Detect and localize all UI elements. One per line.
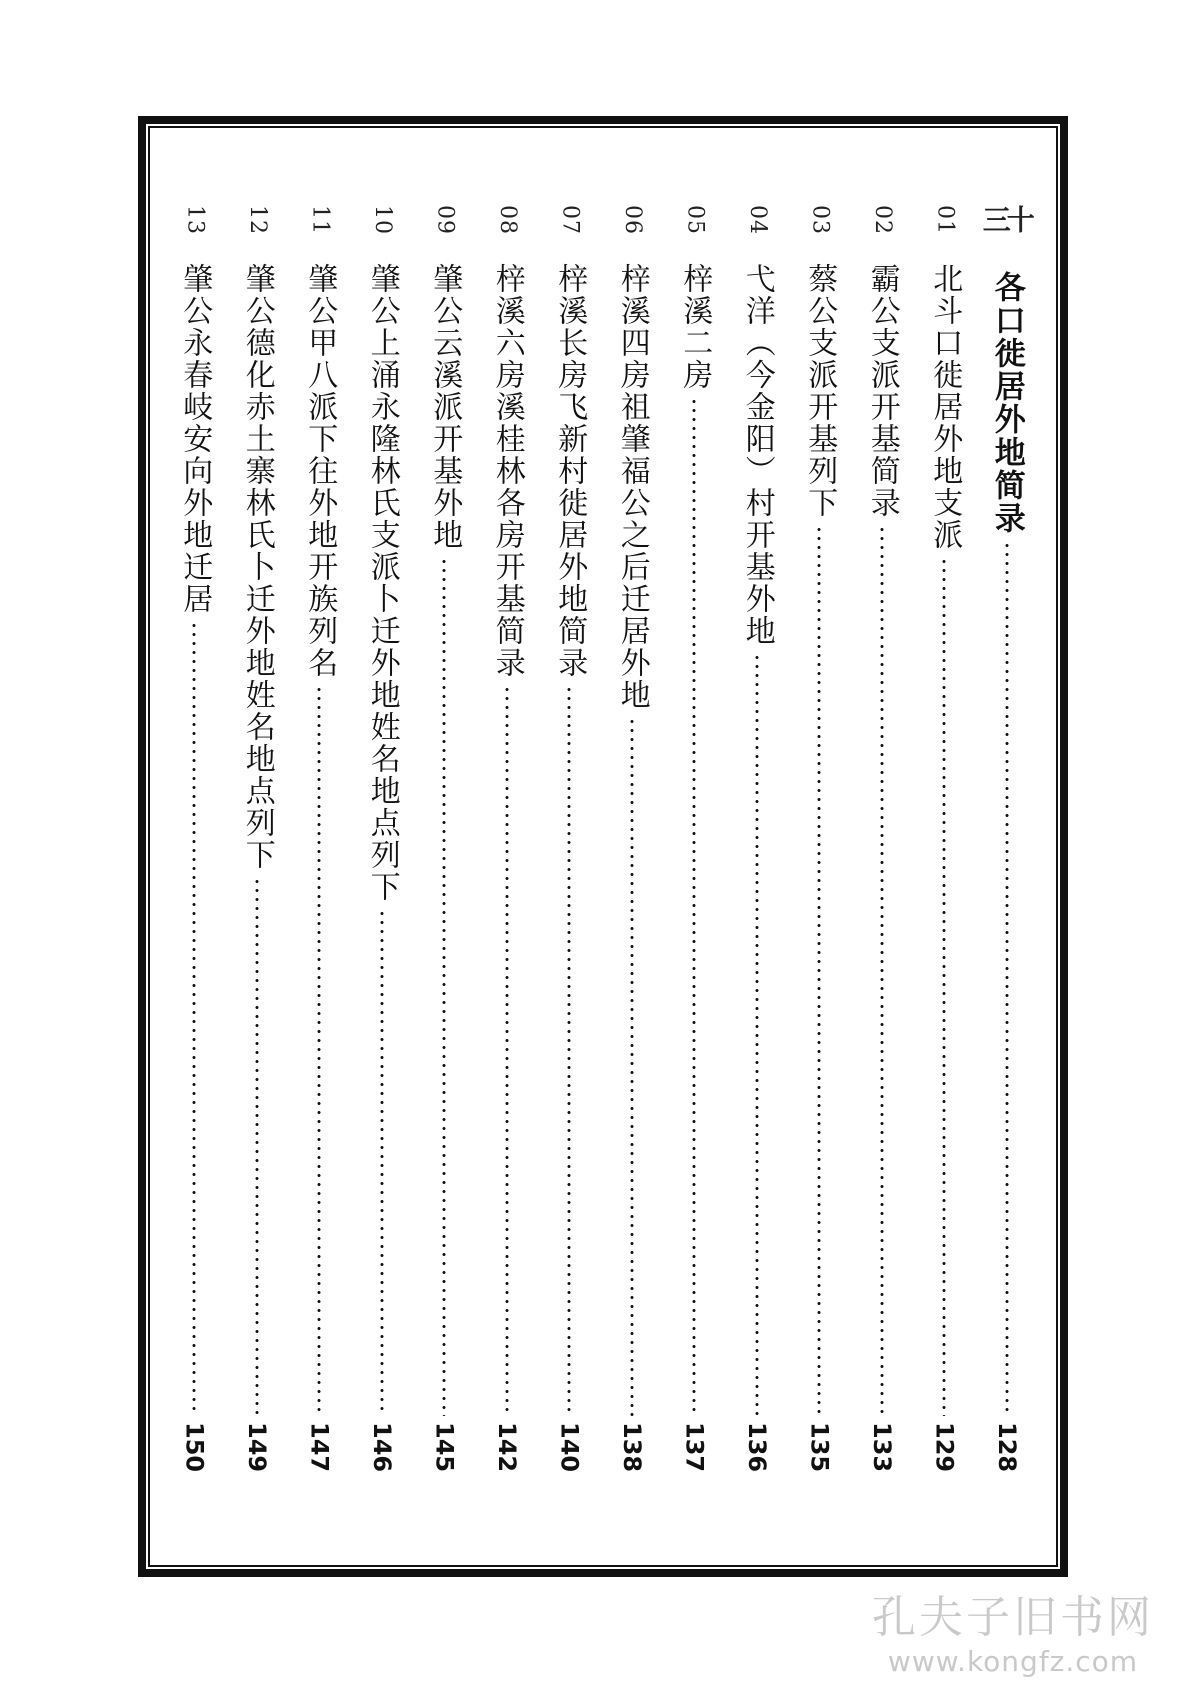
- entry-title: 蔡公支派开基列下: [802, 263, 838, 519]
- toc-entry-13[interactable]: [163, 205, 226, 1480]
- page-number: 140: [555, 1422, 584, 1473]
- entry-title: 肇公甲八派下往外地开族列名: [302, 263, 338, 679]
- dot-leader: [505, 685, 509, 1416]
- page-number: 149: [242, 1422, 271, 1473]
- page-number: 142: [492, 1422, 521, 1473]
- watermark-url: www.kongfz.com: [887, 1645, 1139, 1678]
- dot-leader: [630, 717, 634, 1416]
- dot-leader: [317, 685, 321, 1416]
- page-number: 150: [180, 1422, 209, 1473]
- entry-number: 01: [932, 205, 958, 235]
- toc-entry-05[interactable]: [663, 205, 726, 1480]
- entry-number: 03: [807, 205, 833, 235]
- entry-title: 梓溪四房祖肇福公之后迁居外地: [614, 263, 650, 711]
- entry-title: 肇公德化赤土寨林氏卜迁外地姓名地点列下: [239, 263, 275, 871]
- entry-title: 霸公支派开基简录: [864, 263, 900, 519]
- toc-entry-12[interactable]: [226, 205, 289, 1480]
- dot-leader: [692, 397, 696, 1416]
- entry-number: 02: [869, 205, 895, 235]
- toc-entry-06[interactable]: [601, 205, 664, 1480]
- entry-title: 肇公永春岐安向外地迁居: [177, 263, 213, 615]
- entry-title: 弋洋（今金阳）村开基外地: [739, 263, 775, 647]
- toc-section-heading[interactable]: [976, 205, 1039, 1480]
- entry-number: 12: [244, 205, 270, 235]
- dot-leader: [817, 525, 821, 1416]
- entry-title: 梓溪六房溪桂林各房开基简录: [489, 263, 525, 679]
- dot-leader: [442, 557, 446, 1416]
- entry-number: 09: [432, 205, 458, 235]
- section-number: 十三: [978, 205, 1036, 234]
- entry-number: 08: [494, 205, 520, 235]
- entry-title: 北斗口徙居外地支派: [927, 263, 963, 551]
- entry-number: 10: [369, 205, 395, 235]
- entry-number: 05: [682, 205, 708, 235]
- page-number: 128: [992, 1422, 1021, 1473]
- entry-title: 肇公云溪派开基外地: [427, 263, 463, 551]
- entry-number: 13: [182, 205, 208, 235]
- page-number: 135: [805, 1422, 834, 1473]
- toc-entry-10[interactable]: [351, 205, 414, 1480]
- toc-entry-04[interactable]: [726, 205, 789, 1480]
- entry-number: 06: [619, 205, 645, 235]
- toc-entry-01[interactable]: [913, 205, 976, 1480]
- dot-leader: [942, 557, 946, 1416]
- page-number: 137: [680, 1422, 709, 1473]
- page-number: 129: [930, 1422, 959, 1473]
- entry-title: 梓溪二房: [677, 263, 713, 391]
- toc-entry-09[interactable]: [413, 205, 476, 1480]
- page-number: 145: [430, 1422, 459, 1473]
- page-number: 147: [305, 1422, 334, 1473]
- watermark: [872, 1581, 1154, 1678]
- dot-leader: [1005, 541, 1009, 1416]
- toc-entry-11[interactable]: [288, 205, 351, 1480]
- toc-entry-02[interactable]: [851, 205, 914, 1480]
- dot-leader: [192, 621, 196, 1416]
- entry-title: 肇公上涌永隆林氏支派卜迁外地姓名地点列下: [364, 263, 400, 903]
- dot-leader: [755, 653, 759, 1416]
- dot-leader: [880, 525, 884, 1416]
- toc-entry-08[interactable]: [476, 205, 539, 1480]
- page-number: 133: [867, 1422, 896, 1473]
- dot-leader: [567, 685, 571, 1416]
- watermark-text: 孔夫子旧书网: [872, 1592, 1154, 1643]
- entry-number: 07: [557, 205, 583, 235]
- page-number: 136: [742, 1422, 771, 1473]
- dot-leader: [255, 877, 259, 1416]
- page-number: 146: [367, 1422, 396, 1473]
- entry-number: 11: [307, 205, 333, 235]
- section-title: 各口徙居外地简录: [988, 271, 1025, 535]
- table-of-contents: [163, 205, 1038, 1480]
- entry-title: 梓溪长房飞新村徙居外地简录: [552, 263, 588, 679]
- toc-entry-07[interactable]: [538, 205, 601, 1480]
- page-number: 138: [617, 1422, 646, 1473]
- toc-entry-03[interactable]: [788, 205, 851, 1480]
- entry-number: 04: [744, 205, 770, 235]
- dot-leader: [380, 909, 384, 1416]
